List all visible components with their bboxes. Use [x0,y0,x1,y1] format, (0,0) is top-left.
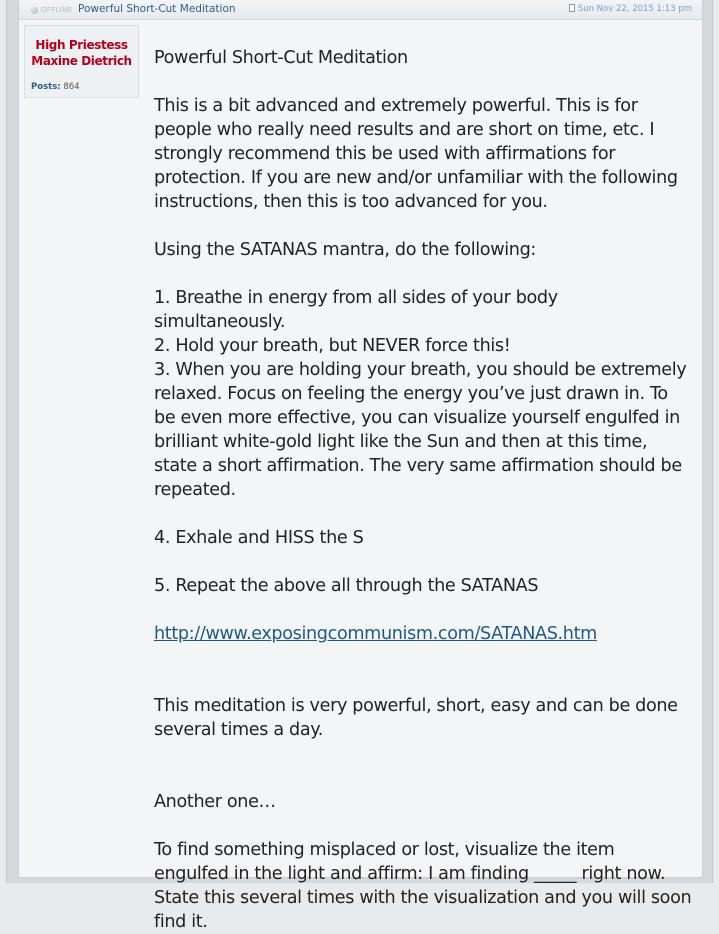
offline-status [31,5,72,15]
offline-dot-icon [31,7,38,14]
author-name-line1: High Priestess [35,38,128,52]
step-1: 1. Breathe in energy from all sides of your body simultaneously. [154,288,558,332]
body-heading: Powerful Short-Cut Meditation [154,48,408,68]
author-post-count [31,82,80,92]
step-3: 3. When you are holding your breath, you should be extremely relaxed. Focus on feeling the energy you’ve just drawn in. To be even more effective, you can visualize yourself engulfed in brilliant white-gold light like the Sun and then at this time, state a short affirmation. The very same affirmation should be repeated. [154,360,687,500]
post-title-link[interactable]: Powerful Short-Cut Meditation [78,3,236,15]
post-date [569,4,692,14]
forum-post [18,0,703,932]
body-using: Using the SATANAS mantra, do the following: [154,240,536,260]
body-find: To find something misplaced or lost, visualize the item engulfed in the light and affirm: I am finding _____ right now. State this several times with the visualization and you will soon find it. [154,840,692,932]
author-name-line2: Maxine Dietrich [31,54,132,68]
posts-count: 864 [63,82,80,92]
post-date-text: Sun Nov 22, 2015 1:13 pm [577,4,692,14]
post-document-icon[interactable] [569,4,575,12]
posts-label: Posts: [31,82,61,92]
satanas-link[interactable]: http://www.exposingcommunism.com/SATANAS.htm [154,624,597,644]
offline-label: OFFLINE [41,6,73,14]
step-5: 5. Repeat the above all through the SATANAS [154,576,539,596]
post-body [154,46,694,934]
author-profile [24,25,139,98]
step-4: 4. Exhale and HISS the S [154,528,364,548]
body-intro: This is a bit advanced and extremely powerful. This is for people who really need results and are short on time, etc. I strongly recommend this be used with affirmations for protection. If you are new and/or unfamiliar with the following instructions, then this is too advanced for you. [154,96,678,212]
author-name[interactable] [25,37,138,69]
post-header [19,0,702,20]
post-content [139,22,696,932]
body-summary: This meditation is very powerful, short, easy and can be done several times a day. [154,696,678,740]
step-2: 2. Hold your breath, but NEVER force this! [154,336,511,356]
body-another: Another one… [154,792,276,812]
